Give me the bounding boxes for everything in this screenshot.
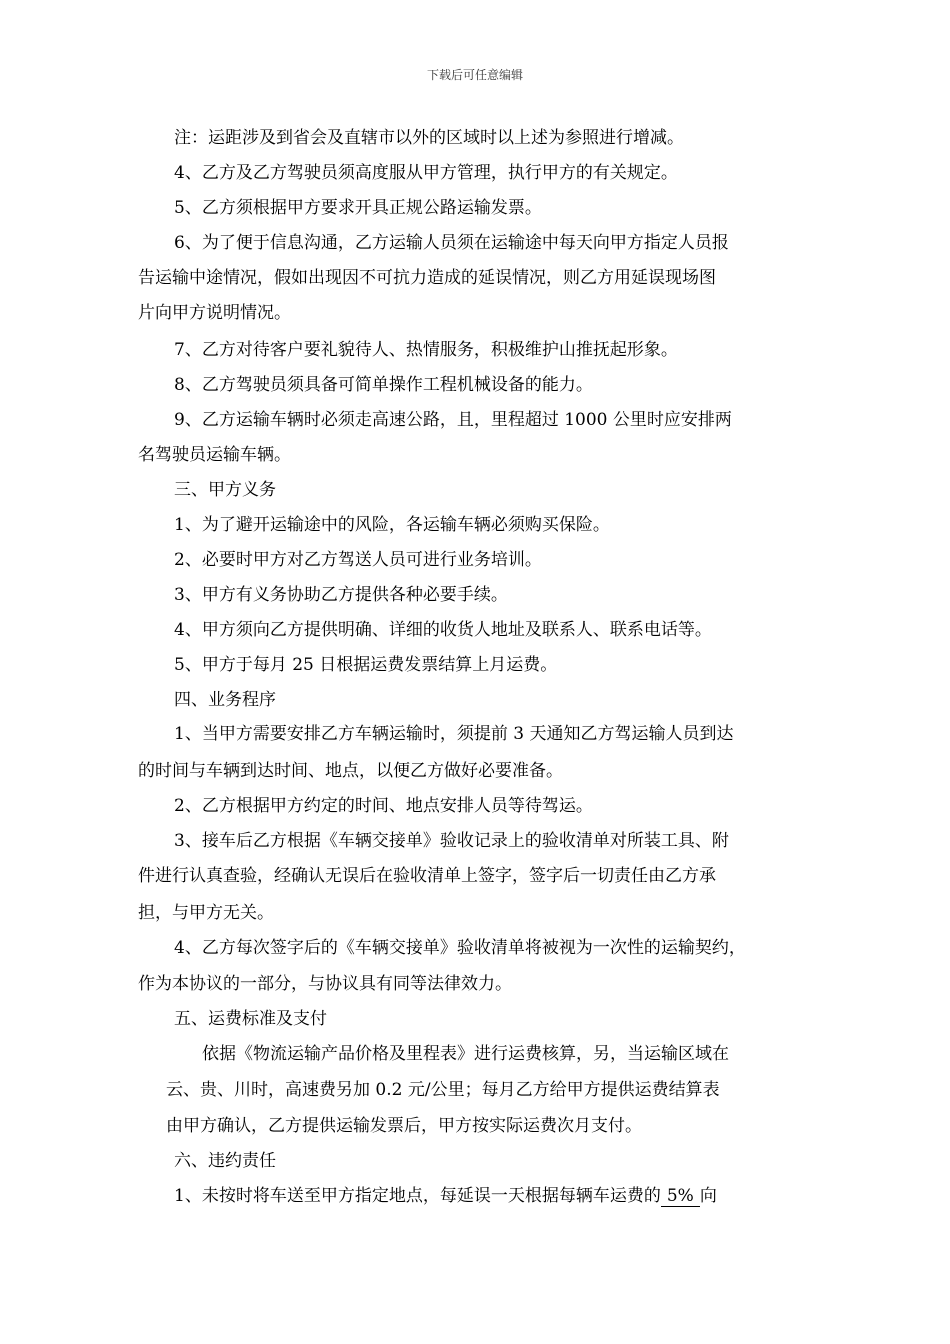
paragraph-line: 6、为了便于信息沟通，乙方运输人员须在运输途中每天向甲方指定人员报 (174, 233, 729, 253)
paragraph-line: 8、乙方驾驶员须具备可简单操作工程机械设备的能力。 (174, 375, 593, 395)
paragraph-line: 4、乙方每次签字后的《车辆交接单》验收清单将被视为一次性的运输契约， (174, 938, 746, 958)
section-heading: 四、业务程序 (174, 690, 276, 710)
paragraph-line: 件进行认真查验，经确认无误后在验收清单上签字，签字后一切责任由乙方承 (138, 866, 716, 886)
section-heading: 五、运费标准及支付 (174, 1009, 327, 1029)
penalty-text: 1、未按时将车送至甲方指定地点，每延误一天根据每辆车运费的 (174, 1186, 661, 1206)
paragraph-line: 名驾驶员运输车辆。 (138, 445, 291, 465)
paragraph-line: 4、甲方须向乙方提供明确、详细的收货人地址及联系人、联系电话等。 (174, 620, 712, 640)
paragraph-line: 2、必要时甲方对乙方驾送人员可进行业务培训。 (174, 550, 542, 570)
paragraph-line: 7、乙方对待客户要礼貌待人、热情服务，积极维护山推抚起形象。 (174, 340, 678, 360)
paragraph-line: 片向甲方说明情况。 (138, 303, 291, 323)
penalty-text-suffix: 向 (699, 1186, 717, 1206)
paragraph-line: 5、乙方须根据甲方要求开具正规公路运输发票。 (174, 198, 542, 218)
paragraph-line: 3、甲方有义务协助乙方提供各种必要手续。 (174, 585, 508, 605)
paragraph-line (174, 1184, 717, 1208)
page-header: 下载后可任意编辑 (426, 68, 523, 82)
paragraph-line: 由甲方确认，乙方提供运输发票后，甲方按实际运费次月支付。 (166, 1116, 642, 1136)
note-line: 注：运距涉及到省会及直辖市以外的区域时以上述为参照进行增减。 (174, 128, 684, 148)
paragraph-line: 告运输中途情况，假如出现因不可抗力造成的延误情况，则乙方用延误现场图 (138, 268, 716, 288)
paragraph-line: 云、贵、川时，高速费另加 0.2 元/公里；每月乙方给甲方提供运费结算表 (166, 1080, 720, 1100)
section-heading: 六、违约责任 (174, 1151, 276, 1171)
paragraph-line: 作为本协议的一部分，与协议具有同等法律效力。 (138, 974, 512, 994)
paragraph-line: 5、甲方于每月 25 日根据运费发票结算上月运费。 (174, 655, 558, 675)
paragraph-line: 依据《物流运输产品价格及里程表》进行运费核算，另，当运输区域在 (202, 1044, 729, 1064)
section-heading: 三、甲方义务 (174, 480, 276, 500)
paragraph-line: 1、为了避开运输途中的风险，各运输车辆必须购买保险。 (174, 515, 610, 535)
paragraph-line: 3、接车后乙方根据《车辆交接单》验收记录上的验收清单对所装工具、附 (174, 831, 729, 851)
penalty-rate-blank: 5% (661, 1186, 700, 1207)
paragraph-line: 4、乙方及乙方驾驶员须高度服从甲方管理，执行甲方的有关规定。 (174, 163, 678, 183)
paragraph-line: 2、乙方根据甲方约定的时间、地点安排人员等待驾运。 (174, 796, 593, 816)
paragraph-line: 担，与甲方无关。 (138, 903, 274, 923)
paragraph-line: 的时间与车辆到达时间、地点，以便乙方做好必要准备。 (138, 761, 563, 781)
paragraph-line: 1、当甲方需要安排乙方车辆运输时，须提前 3 天通知乙方驾运输人员到达 (174, 724, 734, 744)
paragraph-line: 9、乙方运输车辆时必须走高速公路，且，里程超过 1000 公里时应安排两 (174, 410, 732, 430)
